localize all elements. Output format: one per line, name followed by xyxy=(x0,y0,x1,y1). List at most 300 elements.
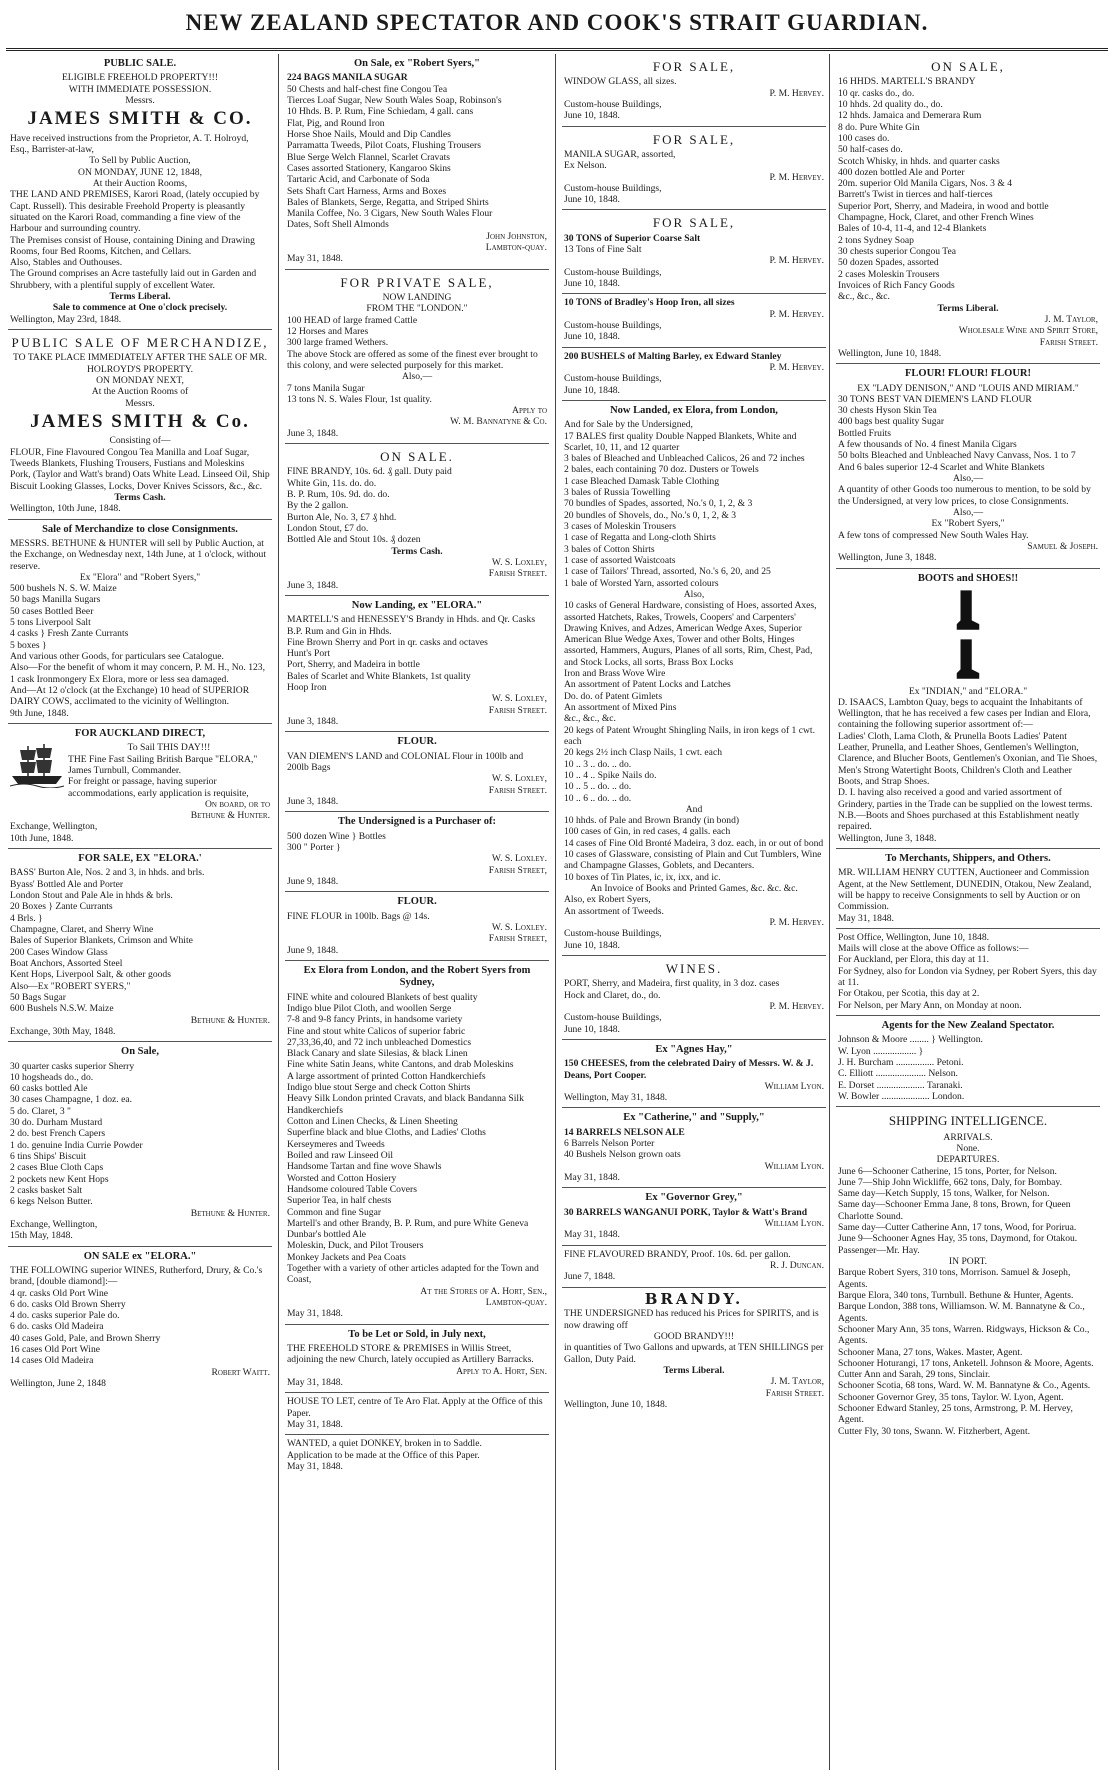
advertisement xyxy=(562,1188,826,1245)
ad-line: Kerseymeres and Tweeds xyxy=(287,1138,385,1150)
ad-line: THE Fine Fast Sailing British Barque "ELORA," James Turnbull, Commander. xyxy=(68,753,258,776)
ad-line: TO TAKE PLACE IMMEDIATELY AFTER THE SALE OF MR. HOLROYD'S PROPERTY. xyxy=(12,352,268,375)
ad-line: William Lyon. xyxy=(764,1218,824,1230)
ad-line: Farish Street, xyxy=(488,864,547,876)
ad-line: Ladies' Cloth, Lama Cloth, & Prunella Boots Ladies' Patent Leather, Prunella, and Leather Shoes, Gentlemen's Wellington, Clarence, and Blucher Boots, Gentlemen's Oxonian, and Tie Shoes, Men's Strong Watertight Boots, Children's Cloth and Leather Boots, and Strap Shoes. xyxy=(838,730,1098,788)
ad-heading: On Sale, xyxy=(121,1046,159,1058)
ad-line: EX "LADY DENISON," AND "LOUIS AND MIRIAM." xyxy=(857,382,1079,394)
ad-line: Custom-house Buildings, xyxy=(564,266,662,278)
ad-line: May 31, 1848. xyxy=(287,1460,343,1472)
ad-line: 10 hhds. 2d quality do., do. xyxy=(838,98,943,110)
ad-line: Bales of Scarlet and White Blankets, 1st quality xyxy=(287,670,471,682)
ad-line: 14 BARRELS NELSON ALE xyxy=(564,1126,685,1138)
ad-line: 30 TONS BEST VAN DIEMEN'S LAND FLOUR xyxy=(838,393,1032,405)
advertisement xyxy=(562,1288,826,1415)
ad-line: Moleskin, Duck, and Pilot Trousers xyxy=(287,1240,424,1252)
ad-line: 30 cases Champagne, 1 doz. ea. xyxy=(10,1094,133,1106)
ad-line: Boat Anchors, Assorted Steel xyxy=(10,957,123,969)
ad-line: Pork, (Taylor and Watt's brand) Oats White Lead. Linseed Oil, Ship Biscuit Looking Glasses, Locks, Dover Knives Scissors, &c., &c. xyxy=(10,469,270,492)
ad-line: 6 Barrels Nelson Porter xyxy=(564,1138,655,1150)
ad-line: Lambton-quay. xyxy=(485,242,547,254)
ad-heading: Now Landing, ex "ELORA." xyxy=(351,599,483,611)
ad-line: ELIGIBLE FREEHOLD PROPERTY!!! xyxy=(61,72,219,84)
advertisement xyxy=(285,812,549,892)
ad-heading: WINES. xyxy=(665,960,723,976)
ad-line: 20 Boxes } Zante Currants xyxy=(10,901,113,913)
ad-line: Also,— xyxy=(952,473,984,485)
ad-line: HOUSE TO LET, centre of Te Aro Flat. Apply at the Office of this Paper. xyxy=(287,1396,543,1419)
advertisement xyxy=(836,1107,1100,1441)
ad-line: D. ISAACS, Lambton Quay, begs to acquaint the Inhabitants of Wellington, that he has received a few cases per Indian and Elora, containing the following superior assortment of:— xyxy=(838,696,1091,731)
ad-line: Cotton and Linen Checks, & Linen Sheeting xyxy=(287,1116,458,1128)
ad-line: An assortment of Tweeds. xyxy=(564,905,664,917)
ad-line: 1 bale of Worsted Yarn, assorted colours xyxy=(564,577,719,589)
ad-line: 50 half-cases do. xyxy=(838,144,903,156)
ad-line: 2 tons Sydney Soap xyxy=(838,234,914,246)
ad-line: An Invoice of Books and Printed Games, &c. &c. &c. xyxy=(590,883,798,895)
ad-line: Superfine black and blue Cloths, and Ladies' Cloths xyxy=(287,1127,486,1139)
ad-line: THE FOLLOWING superior WINES, Rutherford, Drury, & Co.'s brand, [double diamond]:— xyxy=(10,1264,263,1288)
ad-line: 3 cases of Moleskin Trousers xyxy=(564,521,676,533)
ad-line: 10 .. 4 .. Spike Nails do. xyxy=(564,769,657,781)
ad-line: MESSRS. BETHUNE & HUNTER will sell by Public Auction, at the Exchange, on Wednesday next, 14th June, at 1 o'clock, without reserve. xyxy=(10,537,267,572)
ad-line: 4 qr. casks Old Port Wine xyxy=(10,1287,109,1299)
ad-line: JAMES SMITH & CO. xyxy=(27,108,253,130)
ad-line: Barque Elora, 340 tons, Turnbull. Bethune & Hunter, Agents. xyxy=(838,1289,1074,1301)
ad-line: 500 bushels N. S. W. Maize xyxy=(10,583,117,595)
ad-line: Superior Tea, in half chests xyxy=(287,1195,392,1207)
sailing-ship-icon xyxy=(10,742,64,788)
ad-line: &c., &c., &c. xyxy=(564,713,616,725)
ad-line: None. xyxy=(956,1142,980,1154)
ad-line: Schooner Hoturangi, 17 tons, Anketell. Johnson & Moore, Agents. xyxy=(838,1357,1094,1369)
ad-line: 5 do. Claret, 3 " xyxy=(10,1105,71,1117)
column-rule xyxy=(829,54,830,1770)
ad-line: Ex "Robert Syers," xyxy=(931,518,1005,530)
ad-line: By the 2 gallon. xyxy=(287,500,349,512)
column-4 xyxy=(836,54,1100,1770)
ad-line: 3 bales of Cotton Shirts xyxy=(564,543,655,555)
ad-line: Terms Liberal. xyxy=(937,302,999,314)
ad-line: 15th May, 1848. xyxy=(10,1230,73,1242)
ad-heading: FLOUR. xyxy=(397,736,437,748)
advertisement xyxy=(836,849,1100,929)
ad-line: Farish Street. xyxy=(488,704,547,716)
ad-line: 2 casks basket Salt xyxy=(10,1184,83,1196)
ad-line: May 31, 1848. xyxy=(287,253,343,265)
ad-line: B. P. Rum, 10s. 9d. do. do. xyxy=(287,489,390,501)
ad-line: For Otakou, per Scotia, this day at 2. xyxy=(838,988,980,1000)
ad-line: Samuel & Joseph. xyxy=(1027,540,1098,552)
ad-line: 30 chests superior Congou Tea xyxy=(838,246,956,258)
ad-line: Custom-house Buildings, xyxy=(564,373,662,385)
advertisement xyxy=(836,364,1100,568)
ad-line: Bethune & Hunter. xyxy=(190,1014,270,1026)
boot-icon xyxy=(953,636,983,682)
ad-line: 10 casks of General Hardware, consisting of Hoes, assorted Axes, assorted Hatchets, Rakes, Trowels, Coopers' and Carpenters' Drawing Knives, and Adzes, American Wedge Axes, Superior American Blue Wedge Axes, Tower and other Bolts, Hinges assorted, Hammers, Augurs, Planes of all sorts, Rim, Chest, Pad, and Stock Locks, all sorts, Brass Box Locks xyxy=(564,600,817,668)
ad-heading: FOR SALE, xyxy=(652,131,736,147)
ad-line: Ex "INDIAN," and "ELORA." xyxy=(908,685,1028,697)
ad-line: 14 cases of Fine Old Bronté Madeira, 3 doz. each, in or out of bond xyxy=(564,837,824,849)
ad-line: &c., &c., &c. xyxy=(838,291,890,303)
ad-line: May 31, 1848. xyxy=(287,1376,343,1388)
ad-line: Messrs. xyxy=(125,397,155,409)
ad-heading: SHIPPING INTELLIGENCE. xyxy=(888,1113,1048,1129)
ad-line: The Ground comprises an Acre tastefully laid out in Garden and Shrubbery, with a plentiful supply of excellent Water. xyxy=(10,268,257,291)
ad-line: June 9—Schooner Agnes Hay, 35 tons, Daymond, for Otakou. Passenger—Mr. Hay. xyxy=(838,1233,1078,1256)
ad-heading: BRANDY. xyxy=(644,1289,744,1308)
ad-line: June 10, 1848. xyxy=(564,278,620,290)
ad-line: FROM THE "LONDON." xyxy=(366,303,468,315)
ad-line: 10 qr. casks do., do. xyxy=(838,87,915,99)
ad-line: Exchange, Wellington, xyxy=(10,1218,98,1230)
ad-heading: ON SALE. xyxy=(380,449,454,465)
ad-line: Messrs. xyxy=(125,95,155,106)
ad-line: Do. do. of Patent Gimlets xyxy=(564,690,663,702)
ad-line: Schooner Edward Stanley, 25 tons, Armstrong, P. M. Hervey, Agent. xyxy=(838,1403,1073,1426)
ad-line: THE LAND AND PREMISES, Karori Road, (lately occupied by Capt. Russell). This desirable Freehold Property is pleasantly situated on the Karori Road, commanding a fine view of the Harbour and surrounding country. xyxy=(10,189,260,235)
ad-line: 10 hogsheads do., do. xyxy=(10,1071,94,1083)
ad-line: Wellington, June 10, 1848. xyxy=(564,1398,668,1410)
ad-line: Farish Street. xyxy=(488,568,547,580)
ad-line: W. S. Loxley. xyxy=(491,921,547,933)
ad-line: W. S. Loxley. xyxy=(491,853,547,865)
advertisement xyxy=(562,401,826,956)
ad-line: May 31, 1848. xyxy=(287,1308,343,1320)
advertisement xyxy=(8,724,272,849)
ad-line: GOOD BRANDY!!! xyxy=(653,1330,735,1342)
ad-line: 20 bundles of Shovels, do., No.'s 0, 1, 2, & 3 xyxy=(564,509,737,521)
ad-line: Sets Shaft Cart Harness, Arms and Boxes xyxy=(287,185,447,197)
ad-line: J. M. Taylor, xyxy=(1044,313,1098,325)
ad-line: June 9, 1848. xyxy=(287,875,339,887)
ad-line: Champagne, Hock, Claret, and other French Wines xyxy=(838,212,1034,224)
ad-line: Hock and Claret, do., do. xyxy=(564,989,661,1001)
ad-line: 2 cases Moleskin Trousers xyxy=(838,268,940,280)
ad-line: Iron and Brass Wove Wire xyxy=(564,668,666,680)
ad-line: Cutter Fly, 30 tons, Swann. W. Fitzherbert, Agent. xyxy=(838,1425,1031,1437)
ad-line: Martell's and other Brandy, B. P. Rum, and pure White Geneva xyxy=(287,1217,529,1229)
ad-line: P. M. Hervey. xyxy=(769,361,824,373)
ad-line: 50 bags Manilla Sugars xyxy=(10,594,101,606)
ad-line: 6 kegs Nelson Butter. xyxy=(10,1196,93,1208)
ad-line: Have received instructions from the Proprietor, A. T. Holroyd, Esq., Barrister-at-law, xyxy=(10,132,249,156)
ad-heading: FOR AUCKLAND DIRECT, xyxy=(74,727,206,739)
ad-heading: PUBLIC SALE. xyxy=(103,58,177,69)
ad-line: May 31, 1848. xyxy=(564,1172,620,1184)
ad-line: Horse Shoe Nails, Mould and Dip Candles xyxy=(287,128,451,140)
ad-line: At the Stores of A. Hort, Sen., xyxy=(420,1285,547,1297)
ad-line: 1 do. genuine India Currie Powder xyxy=(10,1139,143,1151)
ad-line: P. M. Hervey. xyxy=(769,1000,824,1012)
ad-line: 30 chests Hyson Skin Tea xyxy=(838,405,937,417)
ad-line: Invoices of Rich Fancy Goods xyxy=(838,279,955,291)
ad-line: June 10, 1848. xyxy=(564,194,620,206)
ad-line: WANTED, a quiet DONKEY, broken in to Saddle. xyxy=(287,1438,482,1450)
ad-line: 12 Horses and Mares xyxy=(287,325,369,337)
ad-line: MANILA SUGAR, assorted, xyxy=(564,148,676,160)
ad-line: Indigo blue stout Serge and check Cotton Shirts xyxy=(287,1082,471,1094)
ad-line: MR. WILLIAM HENRY CUTTEN, Auctioneer and Commission Agent, at the New Settlement, DUNEDIN, Otakou, New Zealand, will be happy to receive Consignments to sell by Auction or on Commission. xyxy=(838,867,1092,913)
advertisement xyxy=(562,294,826,347)
ad-line: 50 cases Bottled Beer xyxy=(10,605,94,617)
ad-line: A few thousands of No. 4 finest Manila Cigars xyxy=(838,439,1017,451)
ad-line: Apply to xyxy=(512,405,547,417)
ad-line: Same day—Ketch Supply, 15 tons, Walker, for Nelson. xyxy=(838,1188,1050,1200)
boot-icon xyxy=(953,587,983,633)
ad-line: W. M. Bannatyne & Co. xyxy=(450,416,547,428)
ad-line: C. Elliott ..................... Nelson. xyxy=(838,1068,958,1080)
ad-line: P. M. Hervey. xyxy=(769,308,824,320)
ad-line: Bales of Blankets, Serge, Regatta, and Striped Shirts xyxy=(287,196,489,208)
advertisement xyxy=(285,961,549,1325)
ad-line: Ex "Elora" and "Robert Syers," xyxy=(79,571,201,583)
ad-line: 20 kegs 2½ inch Clasp Nails, 1 cwt. each xyxy=(564,747,722,759)
ad-line: Also,— xyxy=(952,506,984,518)
ad-line: ON MONDAY NEXT, xyxy=(96,374,184,386)
ad-line: 150 CHEESES, from the celebrated Dairy of Messrs. W. & J. Deans, Port Cooper. xyxy=(564,1058,814,1081)
ad-line: 5 boxes } xyxy=(10,639,47,651)
ad-heading: To be Let or Sold, in July next, xyxy=(348,1328,486,1340)
ad-line: in quantities of Two Gallons and upwards, at TEN SHILLINGS per Gallon, Duty Paid. xyxy=(564,1342,824,1365)
ad-line: June 3, 1848. xyxy=(287,716,339,728)
ad-line: FINE BRANDY, 10s. 6d. ₰ gall. Duty paid xyxy=(287,466,452,478)
ad-line: Schooner Scotia, 68 tons, Ward. W. M. Bannatyne & Co., Agents. xyxy=(838,1380,1091,1392)
masthead-title: NEW ZEALAND SPECTATOR AND COOK'S STRAIT GUARDIAN. xyxy=(185,10,929,35)
ad-line: Barrett's Twist in tierces and half-tierces xyxy=(838,189,993,201)
ad-heading: FOR SALE, EX "ELORA.' xyxy=(78,853,202,865)
ad-line: London Stout, £7 do. xyxy=(287,522,369,534)
advertisement xyxy=(8,54,272,330)
advertisement xyxy=(285,892,549,961)
ad-line: ON MONDAY, JUNE 12, 1848, xyxy=(78,166,202,178)
ad-line: White Gin, 11s. do. do. xyxy=(287,477,377,489)
ad-line: 6 do. casks Old Brown Sherry xyxy=(10,1298,126,1310)
ad-line: 2 bales, each containing 70 doz. Dusters or Towels xyxy=(564,464,759,476)
ad-line: Also, xyxy=(683,588,705,600)
ad-line: P. M. Hervey. xyxy=(769,171,824,183)
ad-line: 10 .. 3 .. do. .. do. xyxy=(564,758,632,770)
ad-line: Post Office, Wellington, June 10, 1848. xyxy=(838,931,990,943)
ad-line: J. M. Taylor, xyxy=(770,1376,824,1388)
ad-line: 40 cases Gold, Pale, and Brown Sherry xyxy=(10,1332,161,1344)
ad-line: 1 case Bleached Damask Table Clothing xyxy=(564,475,720,487)
ad-line: Terms Cash. xyxy=(391,545,443,557)
ad-line: 1 case of Tailors' Thread, assorted, No.'s 6, 20, and 25 xyxy=(564,566,771,578)
ad-line: 16 HHDS. MARTELL'S BRANDY xyxy=(838,76,976,88)
ad-line: Scotch Whisky, in hhds. and quarter casks xyxy=(838,155,1000,167)
ad-line: 5 tons Liverpool Salt xyxy=(10,617,91,629)
ad-line: At the Auction Rooms of xyxy=(91,386,189,398)
ad-line: Robert Waitt. xyxy=(211,1366,270,1378)
ad-line: 13 Tons of Fine Salt xyxy=(564,244,642,256)
ad-line: Tartaric Acid, and Carbonate of Soda xyxy=(287,174,430,186)
ad-line: P. M. Hervey. xyxy=(769,87,824,99)
ad-line: Sale to commence at One o'clock precisely. xyxy=(52,302,228,314)
advertisement xyxy=(562,127,826,211)
ad-heading: To Merchants, Shippers, and Others. xyxy=(885,852,1051,864)
advertisement xyxy=(836,929,1100,1016)
ad-line: 30 TONS of Superior Coarse Salt xyxy=(564,232,701,244)
ad-line: Farish Street. xyxy=(1039,336,1098,348)
ad-line: Burton Ale, No. 3, £7 ₰ hhd. xyxy=(287,511,397,523)
advertisement xyxy=(8,330,272,519)
advertisement xyxy=(562,956,826,1040)
ad-line: Also—For the benefit of whom it may concern, P. M. H., No. 123, 1 cask Ironmongery Ex Elora, more or less sea damaged. xyxy=(10,662,266,685)
ad-line: N.B.—Boots and Shoes purchased at this Establishment neatly repaired. xyxy=(838,809,1080,833)
ad-line: JAMES SMITH & Co. xyxy=(30,410,250,432)
ad-line: VAN DIEMEN'S LAND and COLONIAL Flour in 100lb and 200lb Bags xyxy=(287,750,524,774)
ad-line: D. I. having also received a good and varied assortment of Grindery, parties in the Trade can be supplied on the lowest terms. xyxy=(838,787,1093,810)
ad-line: W. Bowler .................... London. xyxy=(838,1090,965,1102)
ad-line: 30 quarter casks superior Sherry xyxy=(10,1060,135,1072)
advertisement xyxy=(836,54,1100,364)
ad-line: B.P. Rum and Gin in Hhds. xyxy=(287,625,392,637)
ad-line: Apply to A. Hort, Sen. xyxy=(456,1365,547,1377)
ad-line: 10 cases of Glassware, consisting of Plain and Cut Tumblers, Wine and Champagne Glasses, Goblets, and Decanters. xyxy=(564,849,822,872)
advertisement xyxy=(285,270,549,444)
ad-line: 7-8 and 9-8 fancy Prints, in handsome variety xyxy=(287,1014,463,1026)
ad-line: FINE FLOUR in 100lb. Bags @ 14s. xyxy=(287,910,430,922)
ad-heading: Agents for the New Zealand Spectator. xyxy=(881,1020,1055,1032)
ad-line: June 10, 1848. xyxy=(564,1023,620,1035)
ad-line: Custom-house Buildings, xyxy=(564,1012,662,1024)
ad-line: Schooner Mana, 27 tons, Wakes. Master, Agent. xyxy=(838,1346,1023,1358)
ad-line: 10th June, 1848. xyxy=(10,832,74,844)
ad-line: Also, ex Robert Syers, xyxy=(564,894,651,906)
ad-line: A large assortment of printed Cotton Handkerchiefs xyxy=(287,1070,486,1082)
ad-line: Byass' Bottled Ale and Porter xyxy=(10,878,124,890)
advertisement xyxy=(562,348,826,401)
ad-line: 100 HEAD of large framed Cattle xyxy=(287,314,418,326)
ad-line: 400 dozen bottled Ale and Porter xyxy=(838,166,965,178)
ad-heading: BOOTS and SHOES!! xyxy=(917,572,1019,584)
ad-line: Farish Street. xyxy=(765,1387,824,1399)
ad-line: Handsome Tartan and fine wove Shawls xyxy=(287,1161,442,1173)
ad-line: Terms Liberal. xyxy=(663,1364,725,1376)
ad-line: Same day—Cutter Catherine Ann, 17 tons, Wood, for Porirua. xyxy=(838,1222,1077,1234)
ad-line: NOW LANDING xyxy=(382,292,452,304)
ad-line: J. H. Burcham ................ Petoni. xyxy=(838,1057,964,1069)
ad-line: Ex Nelson. xyxy=(564,160,607,172)
ad-line: 100 cases do. xyxy=(838,132,890,144)
ad-line: June 3, 1848. xyxy=(287,427,339,439)
advertisement xyxy=(285,1435,549,1476)
ad-line: Black Canary and slate Silesias, & black Linen xyxy=(287,1048,468,1060)
ad-line: Cutter Ann and Sarah, 29 tons, Sinclair. xyxy=(838,1369,991,1381)
ad-line: And various other Goods, for particulars see Catalogue. xyxy=(10,651,224,663)
ad-line: At their Auction Rooms, xyxy=(92,177,188,189)
ad-line: Cases assorted Stationery, Kangaroo Skins xyxy=(287,162,451,174)
ad-line: 3 bales of Russia Towelling xyxy=(564,487,671,499)
ad-line: Bales of Superior Blankets, Crimson and White xyxy=(10,935,193,947)
ad-line: 10 Hhds. B. P. Rum, Fine Schiedam, 4 gall. cans xyxy=(287,106,474,118)
ad-line: John Johnston, xyxy=(486,230,547,242)
ad-line: June 6—Schooner Catherine, 15 tons, Porter, for Nelson. xyxy=(838,1165,1057,1177)
ad-line: Application to be made at the Office of this Paper. xyxy=(287,1449,480,1461)
ad-line: Tierces Loaf Sugar, New South Wales Soap, Robinson's xyxy=(287,95,502,106)
ad-line: Monkey Jackets and Pea Coats xyxy=(287,1251,406,1263)
ad-line: Wellington, June 10, 1848. xyxy=(838,347,942,359)
ad-line: And for Sale by the Undersigned, xyxy=(564,419,693,431)
ad-line: 300 " Porter } xyxy=(287,841,341,853)
ad-line: Boiled and raw Linseed Oil xyxy=(287,1149,394,1161)
ad-line: 50 Bags Sugar xyxy=(10,991,66,1003)
ad-line: 20m. superior Old Manila Cigars, Nos. 3 & 4 xyxy=(838,178,1013,190)
ad-line: And 6 bales superior 12-4 Scarlet and White Blankets xyxy=(838,461,1045,473)
advertisement xyxy=(285,1393,549,1435)
advertisement xyxy=(8,1247,272,1394)
ad-line: 40 Bushels Nelson grown oats xyxy=(564,1149,681,1161)
advertisement xyxy=(285,1325,549,1394)
ad-line: 2 do. best French Capers xyxy=(10,1128,106,1140)
ad-line: 10 boxes of Tin Plates, ic, ix, ixx, and ic. xyxy=(564,871,721,883)
ad-line: Bales of 10-4, 11-4, and 12-4 Blankets xyxy=(838,223,987,235)
ad-line: Common and fine Sugar xyxy=(287,1206,382,1218)
ad-line: Wellington, May 23rd, 1848. xyxy=(10,313,122,325)
ad-line: Parramatta Tweeds, Pilot Coats, Flushing Trousers xyxy=(287,140,481,152)
ad-line: And xyxy=(685,803,703,815)
ad-line: Port, Sherry, and Madeira in bottle xyxy=(287,659,420,671)
ad-line: June 3, 1848. xyxy=(287,579,339,591)
advertisement xyxy=(562,1246,826,1288)
ad-line: FLOUR, Fine Flavoured Congou Tea Manilla and Loaf Sugar, Tweeds Blankets, Flushing Trousers, Fustians and Moleskins xyxy=(10,446,250,469)
ad-line: Custom-house Buildings, xyxy=(564,319,662,331)
ad-line: 16 cases Old Port Wine xyxy=(10,1344,101,1356)
ad-line: MARTELL'S and HENESSEY'S Brandy in Hhds. and Qr. Casks xyxy=(287,614,536,626)
ad-heading: FOR PRIVATE SALE, xyxy=(340,274,494,290)
ad-line: 12 hhds. Jamaica and Demerara Rum xyxy=(838,110,982,122)
ad-line: W. Lyon .................. } xyxy=(838,1045,924,1057)
ad-heading: The Undersigned is a Purchaser of: xyxy=(338,816,496,828)
ad-line: Worsted and Cotton Hosiery xyxy=(287,1172,397,1184)
ad-line: Heavy Silk London printed Cravats, and black Bandanna Silk Handkerchiefs xyxy=(287,1093,524,1116)
ad-line: May 31, 1848. xyxy=(564,1229,620,1241)
ad-line: Fine white Satin Jeans, white Cantons, and drab Moleskins xyxy=(287,1059,514,1071)
ad-line: E. Dorset .................... Taranaki. xyxy=(838,1079,963,1091)
ad-line: Custom-house Buildings, xyxy=(564,98,662,110)
ad-line: 27,33,36,40, and 72 inch unbleached Domestics xyxy=(287,1036,472,1048)
ad-line: 6 tins Ships' Biscuit xyxy=(10,1151,87,1163)
ad-line: 10 .. 6 .. do. .. do. xyxy=(564,792,632,804)
ad-line: To Sail THIS DAY!!! xyxy=(127,742,211,754)
ad-line: 17 BALES first quality Double Napped Blankets, White and Scarlet, 10, 11, and 12 quarter xyxy=(564,430,797,453)
ad-line: Bethune & Hunter. xyxy=(190,810,270,822)
ad-line: June 10, 1848. xyxy=(564,939,620,951)
ad-line: Also—Ex "ROBERT SYERS," xyxy=(10,980,131,992)
ad-heading: Ex "Agnes Hay," xyxy=(655,1043,733,1055)
ad-line: 10 .. 5 .. do. .. do. xyxy=(564,781,632,793)
advertisement xyxy=(562,1108,826,1188)
masthead-rule xyxy=(6,48,1108,51)
ad-line: 3 bales of Bleached and Unbleached Calicos, 26 and 72 inches xyxy=(564,453,805,465)
ad-line: Bottled Ale and Stout 10s. ₰ dozen xyxy=(287,534,421,546)
ad-line: Together with a variety of other articles adapted for the Town and Coast, xyxy=(287,1263,539,1286)
ad-line: Also, Stables and Outhouses. xyxy=(10,257,123,269)
ad-line: An assortment of Patent Locks and Latches xyxy=(564,679,731,691)
ad-line: 30 BARRELS WANGANUI PORK, Taylor & Watt's Brand xyxy=(564,1206,808,1218)
column-3 xyxy=(562,54,826,1770)
ad-line: Lambton-quay. xyxy=(485,1297,547,1309)
ad-line: To Sell by Public Auction, xyxy=(89,155,191,167)
ad-line: Wellington, 10th June, 1848. xyxy=(10,503,121,515)
ad-line: 60 casks bottled Ale xyxy=(10,1083,88,1095)
ad-line: 70 bundles of Spades, assorted, No.'s 0, 1, 2, & 3 xyxy=(564,498,753,510)
ad-heading: Ex "Catherine," and "Supply," xyxy=(623,1112,765,1124)
ad-line: BASS' Burton Ale, Nos. 2 and 3, in hhds. and brls. xyxy=(10,867,205,879)
ad-line: Exchange, 30th May, 1848. xyxy=(10,1025,116,1037)
ad-line: 10 TONS of Bradley's Hoop Iron, all sizes xyxy=(564,297,735,309)
